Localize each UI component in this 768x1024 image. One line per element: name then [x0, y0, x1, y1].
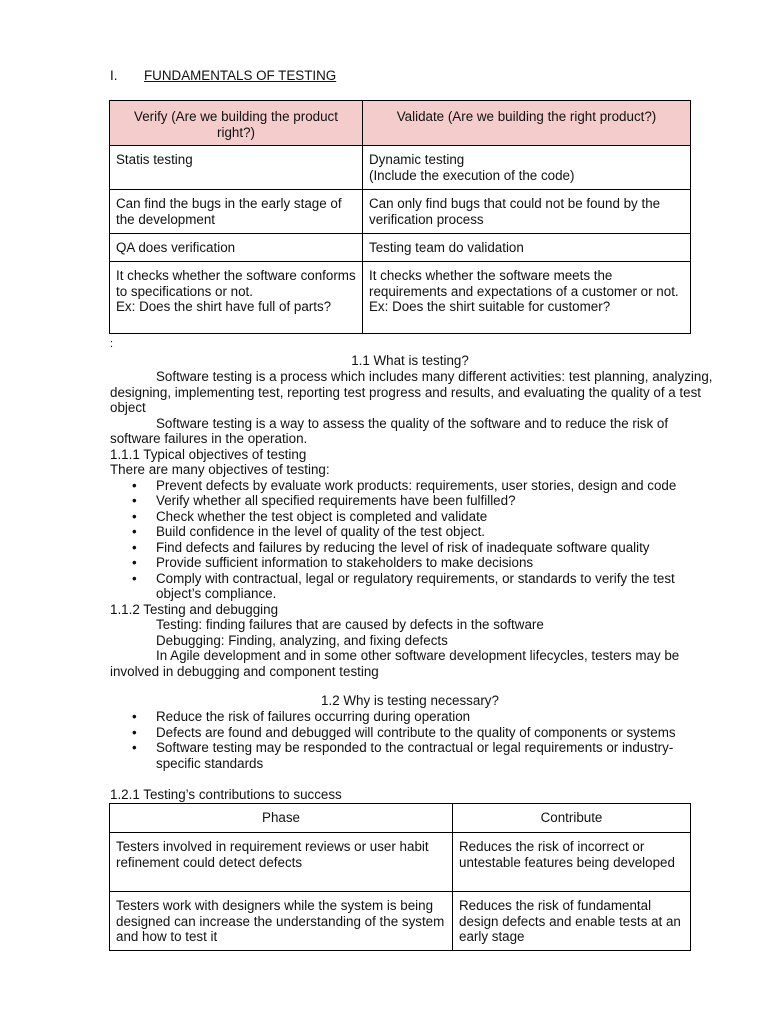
section-1-2-title: 1.2 Why is testing necessary?	[321, 693, 499, 708]
table-row	[110, 262, 691, 334]
contribute-header: Contribute	[453, 804, 691, 833]
table-cell: It checks whether the software meets the requirements and expectations of a customer or not. Ex: Does the shirt suitable for customer?	[363, 262, 691, 334]
table-cell: Testing team do validation	[363, 234, 691, 262]
table-row	[110, 892, 691, 951]
list-item: • Build confidence in the level of quality of the test object.	[110, 524, 715, 540]
table-cell: Reduces the risk of fundamental design defects and enable tests at an early stage	[453, 892, 691, 951]
table-header-row	[110, 101, 691, 146]
section-1-2-body	[110, 709, 715, 771]
list-item: • Provide sufficient information to stakeholders to make decisions	[110, 555, 715, 571]
paragraph: Software testing is a way to assess the quality of the software and to reduce the risk of software failures in the operation.	[110, 415, 669, 446]
list-item: • Reduce the risk of failures occurring during operation	[110, 709, 715, 725]
list-item: • Verify whether all specified requirements have been fulfilled?	[110, 493, 715, 509]
paragraph: Software testing is a process which includes many different activities: test planning, analyzing, designing, implementing test, reporting test progress and results, and evaluating the quality of a test object	[110, 369, 713, 415]
section-1-1-body	[110, 369, 715, 679]
table-row	[110, 146, 691, 190]
table-row	[110, 190, 691, 234]
table-cell: Dynamic testing (Include the execution of the code)	[363, 146, 691, 190]
list-item: • Defects are found and debugged will contribute to the quality of components or systems	[110, 725, 715, 741]
contributions-table	[109, 803, 691, 951]
table-cell: Testers involved in requirement reviews or user habit refinement could detect defects	[110, 833, 453, 892]
section-heading	[110, 68, 336, 84]
verify-validate-table	[109, 100, 691, 334]
subsection-title: 1.1.1 Typical objectives of testing	[110, 446, 307, 462]
paragraph: Testing: finding failures that are caused by defects in the software	[156, 617, 544, 632]
heading-title: FUNDAMENTALS OF TESTING	[144, 68, 337, 83]
table-cell: QA does verification	[110, 234, 363, 262]
table-cell: Testers work with designers while the system is being designed can increase the understanding of the system and how to test it	[110, 892, 453, 951]
table-header-row	[110, 804, 691, 833]
list-item: • Comply with contractual, legal or regulatory requirements, or standards to verify the test object’s compliance.	[110, 571, 715, 602]
stray-colon: :	[110, 338, 114, 350]
table-cell: Statis testing	[110, 146, 363, 190]
table-cell: Can find the bugs in the early stage of the development	[110, 190, 363, 234]
verify-header: Verify (Are we building the product right?)	[110, 101, 363, 146]
list-item: • Find defects and failures by reducing the level of risk of inadequate software quality	[110, 540, 715, 556]
list-item: • Check whether the test object is completed and validate	[110, 509, 715, 525]
table-cell: Reduces the risk of incorrect or untestable features being developed	[453, 833, 691, 892]
table-row	[110, 833, 691, 892]
section-1-1-title: 1.1 What is testing?	[351, 353, 469, 368]
objectives-list	[110, 478, 715, 602]
subsection-title: 1.2.1 Testing’s contributions to success	[110, 787, 342, 802]
list-item: • Software testing may be responded to the contractual or legal requirements or industry-specific standards	[110, 740, 715, 771]
paragraph: In Agile development and in some other software development lifecycles, testers may be involved in debugging and component testing	[110, 648, 680, 679]
table-cell: It checks whether the software conforms to specifications or not. Ex: Does the shirt have full of parts?	[110, 262, 363, 334]
table-row	[110, 234, 691, 262]
validate-header: Validate (Are we building the right product?)	[363, 101, 691, 146]
necessity-list	[110, 709, 715, 771]
subsection-title: 1.1.2 Testing and debugging	[110, 601, 279, 617]
table-cell: Can only find bugs that could not be found by the verification process	[363, 190, 691, 234]
paragraph: There are many objectives of testing:	[110, 462, 330, 477]
phase-header: Phase	[110, 804, 453, 833]
list-item: • Prevent defects by evaluate work products: requirements, user stories, design and code	[110, 478, 715, 494]
heading-number: I.	[110, 68, 118, 83]
paragraph: Debugging: Finding, analyzing, and fixing defects	[156, 632, 448, 648]
